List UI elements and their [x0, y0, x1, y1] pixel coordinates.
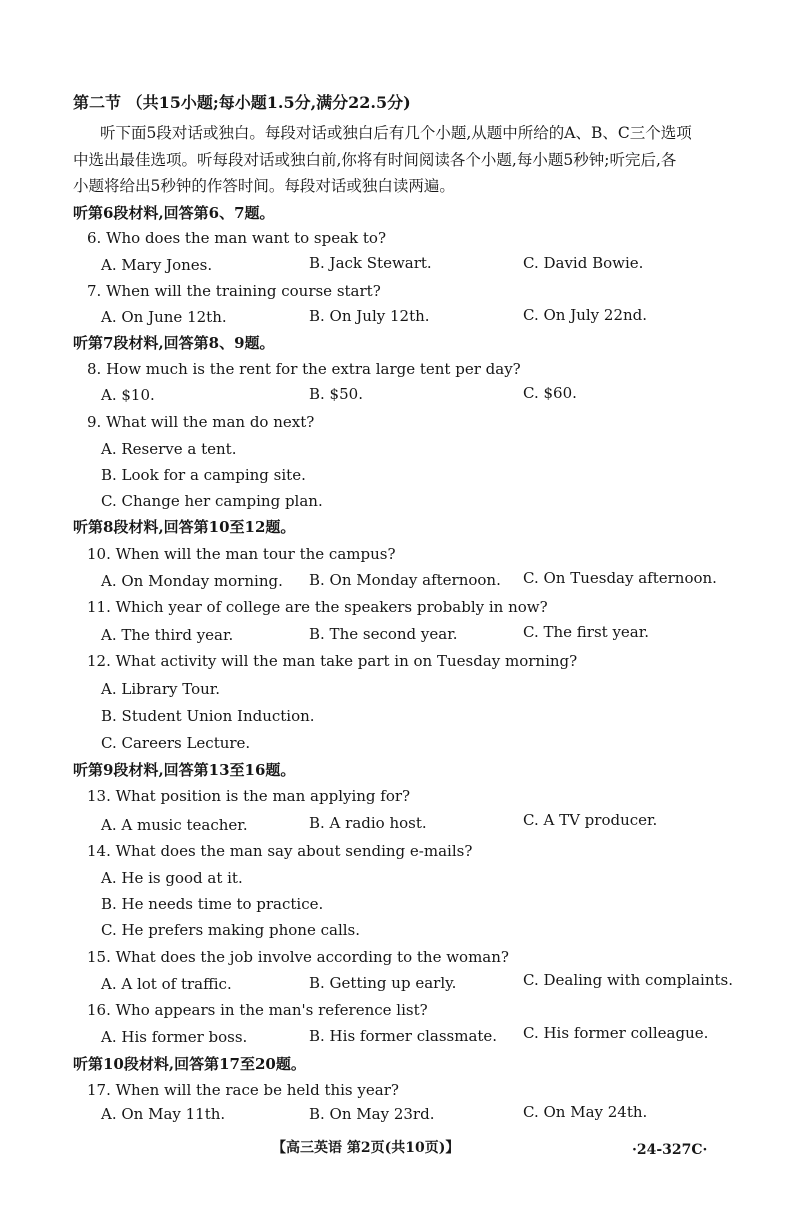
question-15-option-c[interactable]: C. Dealing with complaints. — [523, 971, 733, 989]
question-8-option-b[interactable]: B. $50. — [309, 385, 363, 403]
question-9-option-b[interactable]: B. Look for a camping site. — [101, 466, 306, 484]
question-6-option-a[interactable]: A. Mary Jones. — [101, 256, 213, 274]
question-8-option-a[interactable]: A. $10. — [101, 386, 155, 404]
question-13-stem: 13. What position is the man applying for? — [87, 787, 411, 805]
question-16-option-c[interactable]: C. His former colleague. — [523, 1024, 709, 1042]
question-7-option-b[interactable]: B. On July 12th. — [309, 307, 430, 325]
question-13-option-c[interactable]: C. A TV producer. — [523, 811, 658, 829]
question-10-option-c[interactable]: C. On Tuesday afternoon. — [523, 569, 717, 587]
question-10-option-a[interactable]: A. On Monday morning. — [101, 572, 283, 590]
instructions-line-3: 小题将给出5秒钟的作答时间。每段对话或独白读两遍。 — [73, 177, 455, 195]
question-11-option-b[interactable]: B. The second year. — [309, 625, 458, 643]
question-7-option-c[interactable]: C. On July 22nd. — [523, 306, 648, 324]
question-7-option-a[interactable]: A. On June 12th. — [101, 308, 227, 326]
question-9-option-a[interactable]: A. Reserve a tent. — [101, 440, 237, 458]
instructions-line-2: 中选出最佳选项。听每段对话或独白前,你将有时间阅读各个小题,每小题5秒钟;听完后,各 — [73, 151, 677, 169]
question-16-option-b[interactable]: B. His former classmate. — [309, 1027, 498, 1045]
question-17-option-a[interactable]: A. On May 11th. — [101, 1105, 226, 1123]
question-10-option-b[interactable]: B. On Monday afternoon. — [309, 571, 501, 589]
question-11-option-a[interactable]: A. The third year. — [101, 626, 234, 644]
question-9-stem: 9. What will the man do next? — [87, 413, 315, 431]
page-footer-title: 【高三英语 第2页(共10页)】 — [272, 1140, 460, 1156]
group-heading-6: 听第6段材料,回答第6、7题。 — [73, 204, 275, 222]
question-17-stem: 17. When will the race be held this year? — [87, 1081, 399, 1099]
instructions-line-1: 听下面5段对话或独白。每段对话或独白后有几个小题,从题中所给的A、B、C三个选项 — [100, 124, 692, 142]
question-8-stem: 8. How much is the rent for the extra large tent per day? — [87, 360, 521, 378]
question-14-option-c[interactable]: C. He prefers making phone calls. — [101, 921, 361, 939]
question-7-stem: 7. When will the training course start? — [87, 282, 381, 300]
group-heading-7: 听第7段材料,回答第8、9题。 — [73, 334, 275, 352]
group-heading-8: 听第8段材料,回答第10至12题。 — [73, 518, 296, 536]
question-9-option-c[interactable]: C. Change her camping plan. — [101, 492, 323, 510]
question-16-option-a[interactable]: A. His former boss. — [101, 1028, 248, 1046]
question-14-stem: 14. What does the man say about sending e-mails? — [87, 842, 473, 860]
question-10-stem: 10. When will the man tour the campus? — [87, 545, 396, 563]
question-14-option-a[interactable]: A. He is good at it. — [101, 869, 243, 887]
question-13-option-a[interactable]: A. A music teacher. — [101, 816, 248, 834]
question-12-stem: 12. What activity will the man take part in on Tuesday morning? — [87, 652, 578, 670]
question-12-option-b[interactable]: B. Student Union Induction. — [101, 707, 315, 725]
question-16-stem: 16. Who appears in the man's reference list? — [87, 1001, 428, 1019]
question-12-option-c[interactable]: C. Careers Lecture. — [101, 734, 251, 752]
question-6-stem: 6. Who does the man want to speak to? — [87, 229, 387, 247]
question-17-option-c[interactable]: C. On May 24th. — [523, 1103, 648, 1121]
group-heading-10: 听第10段材料,回答第17至20题。 — [73, 1055, 306, 1073]
question-12-option-a[interactable]: A. Library Tour. — [101, 680, 221, 698]
question-15-option-b[interactable]: B. Getting up early. — [309, 974, 457, 992]
question-6-option-b[interactable]: B. Jack Stewart. — [309, 254, 432, 272]
section-title: 第二节 （共15小题;每小题1.5分,满分22.5分) — [73, 93, 411, 112]
question-17-option-b[interactable]: B. On May 23rd. — [309, 1105, 435, 1123]
page-footer-code: ·24-327C· — [632, 1142, 708, 1158]
question-11-stem: 11. Which year of college are the speakers probably in now? — [87, 598, 548, 616]
question-14-option-b[interactable]: B. He needs time to practice. — [101, 895, 324, 913]
group-heading-9: 听第9段材料,回答第13至16题。 — [73, 761, 296, 779]
question-6-option-c[interactable]: C. David Bowie. — [523, 254, 644, 272]
question-8-option-c[interactable]: C. $60. — [523, 384, 577, 402]
question-15-option-a[interactable]: A. A lot of traffic. — [101, 975, 232, 993]
question-15-stem: 15. What does the job involve according to the woman? — [87, 948, 509, 966]
question-11-option-c[interactable]: C. The first year. — [523, 623, 650, 641]
question-13-option-b[interactable]: B. A radio host. — [309, 814, 427, 832]
